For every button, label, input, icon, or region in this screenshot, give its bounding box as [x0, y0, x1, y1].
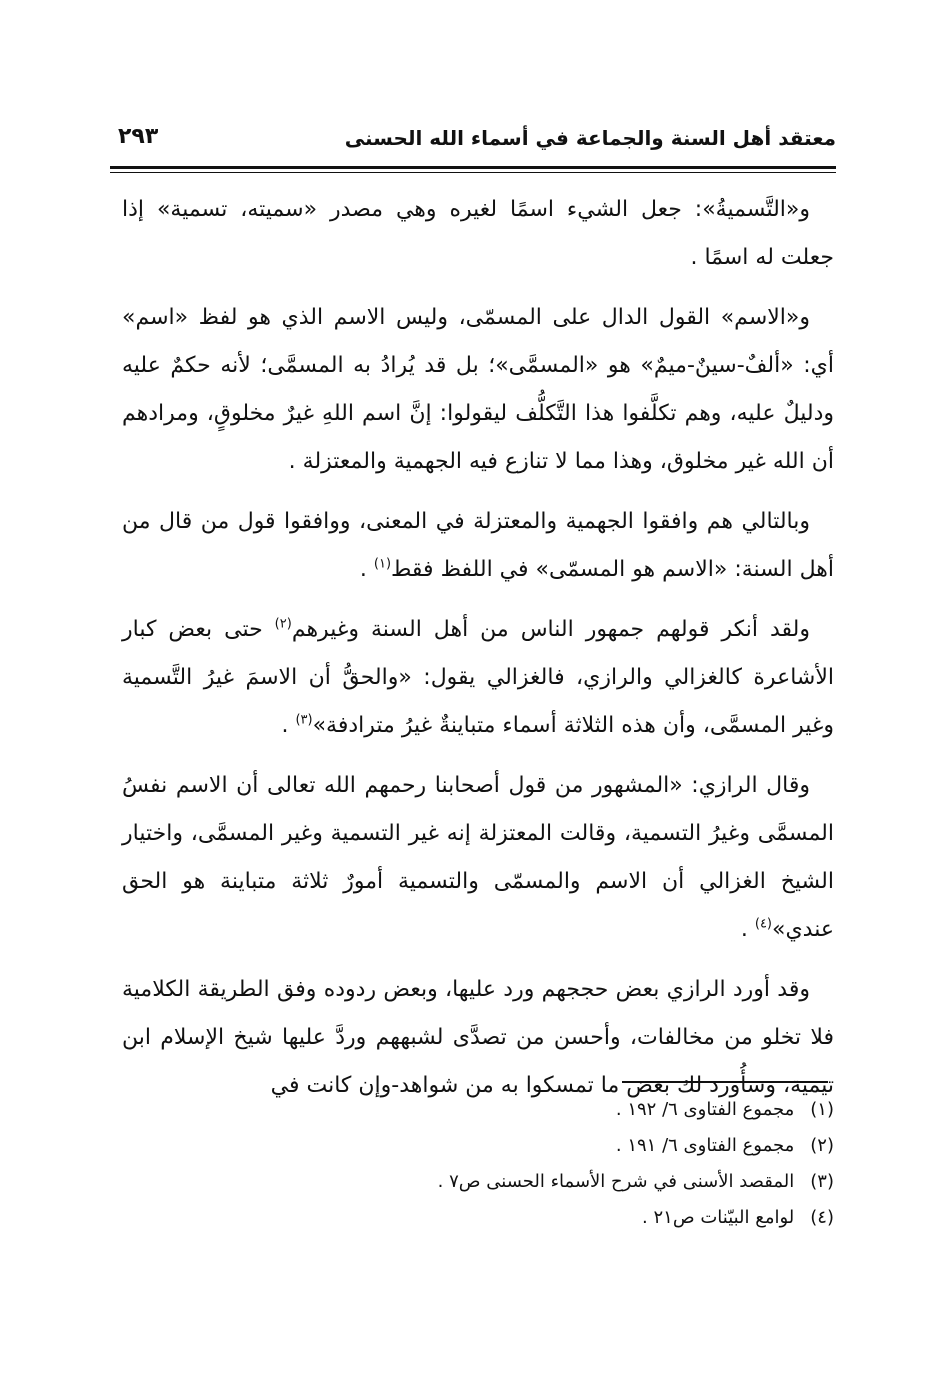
footnote-4	[300, 1200, 834, 1236]
footnote-text: مجموع الفتاوى ٦/ ١٩١ .	[615, 1135, 795, 1156]
footnote-number: (٢)	[810, 1135, 834, 1156]
footnote-number: (٤)	[810, 1207, 834, 1228]
footnote-2	[300, 1128, 834, 1164]
footnote-ref-2[interactable]: (٢)	[274, 616, 292, 632]
page-number: ٢٩٣	[118, 124, 159, 149]
paragraph-2: و«الاسم» القول الدال على المسمّى، وليس الاسم الذي هو لفظ «اسم» أي: «ألفٌ-سينٌ-ميمٌ» هو «المسمَّى»؛ بل قد يُرادُ به المسمَّى؛ لأنه حكمٌ عليه ودليلٌ عليه، وهم تكلَّفوا هذا التَّكلُّف ليقولوا: إنَّ اسم اللهِ غيرٌ مخلوقٍ، ومرادهم أن الله غير مخلوق، وهذا مما لا تنازع فيه الجهمية والمعتزلة .	[122, 305, 834, 474]
paragraph-4: ولقد أنكر قولهم جمهور الناس من أهل السنة وغيرهم$^{(٢)}$ حتى بعض كبار الأشاعرة كالغزالي والرازي، فالغزالي يقول: «والحقُّ أن الاسمَ غيرُ التَّسمية وغير المسمَّى، وأن هذه الثلاثة أسماء متباينةٌ غيرُ مترادفة»$^{(٣)}$ .	[122, 616, 834, 738]
footnote-number: (١)	[810, 1099, 834, 1120]
footnotes	[300, 1092, 834, 1236]
header-rule-thin	[110, 172, 836, 173]
header-rule	[110, 166, 836, 169]
footnote-3	[300, 1164, 834, 1200]
footnote-text: مجموع الفتاوى ٦/ ١٩٢ .	[615, 1099, 795, 1120]
footnote-text: المقصد الأسنى في شرح الأسماء الحسنى ص٧ .	[437, 1171, 795, 1192]
main-text	[122, 186, 834, 1122]
footnote-1	[300, 1092, 834, 1128]
paragraph-1: و«التَّسميةُ»: جعل الشيء اسمًا لغيره وهي مصدر «سميته، تسمية» إذا جعلت له اسمًا .	[122, 197, 834, 270]
footnote-separator	[622, 1081, 828, 1083]
running-header	[118, 122, 836, 162]
footnote-text: لوامع البيّنات ص٢١ .	[642, 1207, 795, 1228]
footnote-ref-4[interactable]: (٤)	[754, 916, 772, 932]
footnote-ref-3[interactable]: (٣)	[295, 712, 313, 728]
paragraph-6: وقد أورد الرازي بعض حججهم ورد عليها، وبعض ردوده وفق الطريقة الكلامية فلا تخلو من مخالفات، وأحسن من تصدَّى لشبههم وردَّ عليها شيخ الإسلام ابن تيمية، وسأُورد لك بعض ما تمسكوا به من شواهد-وإن كانت في	[122, 977, 834, 1098]
footnote-number: (٣)	[810, 1171, 834, 1192]
running-title: معتقد أهل السنة والجماعة في أسماء الله الحسنى	[344, 126, 836, 150]
footnote-ref-1[interactable]: (١)	[373, 556, 392, 572]
paragraph-5: وقال الرازي: «المشهور من قول أصحابنا رحمهم الله تعالى أن الاسم نفسُ المسمَّى وغيرُ التسمية، وقالت المعتزلة إنه غير التسمية وغير المسمَّى، واختيار الشيخ الغزالي أن الاسم والمسمّى والتسمية أمورٌ ثلاثة متباينة هو الحق عندي»$^{(٤)}$ .	[122, 773, 834, 942]
paragraph-3: وبالتالي هم وافقوا الجهمية والمعتزلة في المعنى، ووافقوا قول من قال من أهل السنة: «الاسم هو المسمّى» في اللفظ فقط$^{(١)}$ .	[122, 509, 834, 582]
